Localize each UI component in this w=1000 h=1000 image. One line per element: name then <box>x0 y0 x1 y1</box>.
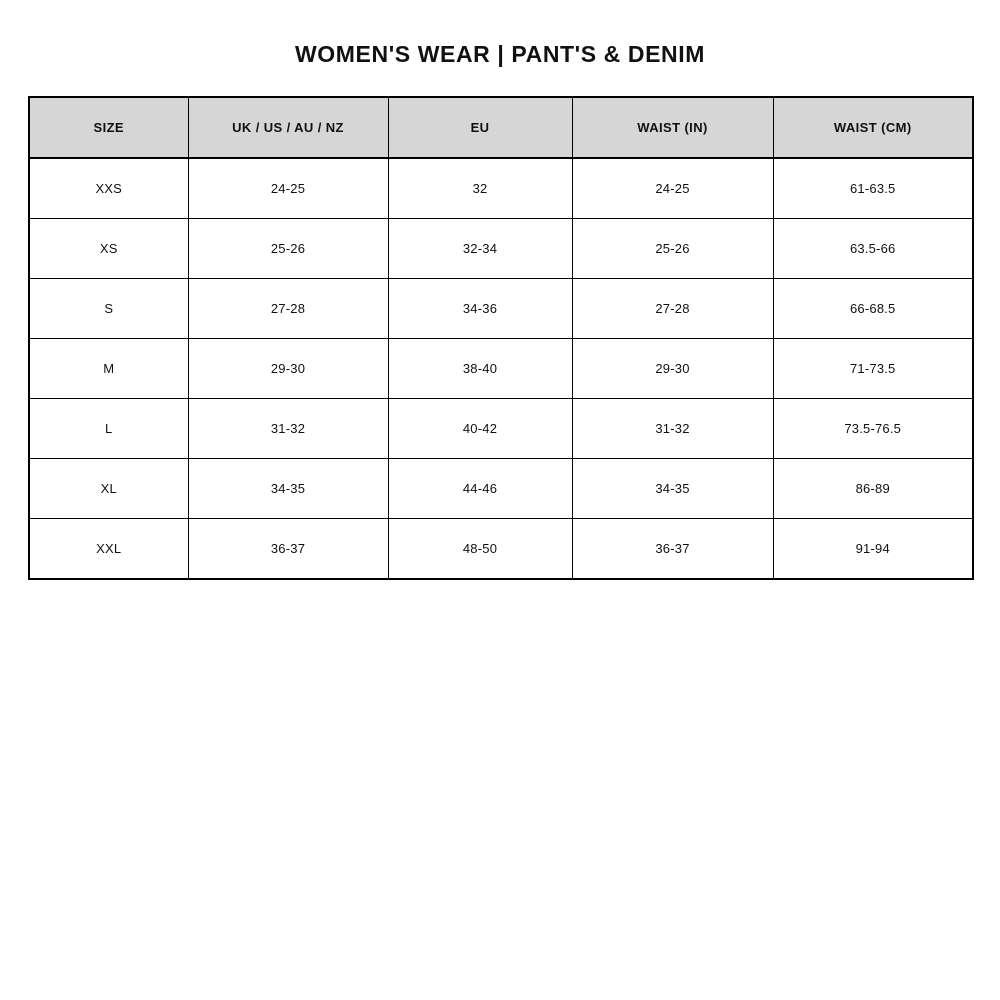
column-header-size: SIZE <box>29 97 188 158</box>
cell-eu: 38-40 <box>388 338 572 398</box>
table-row <box>29 518 973 579</box>
cell-waist-cm: 86-89 <box>773 458 973 518</box>
cell-waist-in: 36-37 <box>572 518 773 579</box>
table-row <box>29 218 973 278</box>
cell-eu: 44-46 <box>388 458 572 518</box>
cell-waist-in: 27-28 <box>572 278 773 338</box>
cell-waist-in: 24-25 <box>572 158 773 219</box>
cell-size: S <box>29 278 188 338</box>
cell-size: XXS <box>29 158 188 219</box>
table-row <box>29 158 973 219</box>
cell-eu: 48-50 <box>388 518 572 579</box>
cell-uk-us-au-nz: 25-26 <box>188 218 388 278</box>
column-header-uk-us-au-nz: UK / US / AU / NZ <box>188 97 388 158</box>
column-header-waist-cm: WAIST (CM) <box>773 97 973 158</box>
cell-uk-us-au-nz: 27-28 <box>188 278 388 338</box>
table-header <box>29 97 973 158</box>
cell-size: M <box>29 338 188 398</box>
cell-eu: 32-34 <box>388 218 572 278</box>
table-body <box>29 158 973 579</box>
cell-waist-in: 31-32 <box>572 398 773 458</box>
table-row <box>29 458 973 518</box>
cell-size: XS <box>29 218 188 278</box>
column-header-waist-in: WAIST (IN) <box>572 97 773 158</box>
cell-size: L <box>29 398 188 458</box>
cell-size: XL <box>29 458 188 518</box>
cell-uk-us-au-nz: 29-30 <box>188 338 388 398</box>
cell-eu: 40-42 <box>388 398 572 458</box>
cell-waist-cm: 63.5-66 <box>773 218 973 278</box>
cell-uk-us-au-nz: 24-25 <box>188 158 388 219</box>
table-row <box>29 278 973 338</box>
cell-waist-cm: 91-94 <box>773 518 973 579</box>
cell-waist-cm: 71-73.5 <box>773 338 973 398</box>
size-chart-table-wrapper <box>28 96 972 580</box>
cell-eu: 34-36 <box>388 278 572 338</box>
cell-waist-in: 25-26 <box>572 218 773 278</box>
cell-waist-cm: 61-63.5 <box>773 158 973 219</box>
size-chart-table <box>28 96 974 580</box>
cell-uk-us-au-nz: 34-35 <box>188 458 388 518</box>
table-row <box>29 398 973 458</box>
cell-size: XXL <box>29 518 188 579</box>
cell-uk-us-au-nz: 31-32 <box>188 398 388 458</box>
cell-waist-cm: 66-68.5 <box>773 278 973 338</box>
cell-waist-cm: 73.5-76.5 <box>773 398 973 458</box>
column-header-eu: EU <box>388 97 572 158</box>
cell-eu: 32 <box>388 158 572 219</box>
page-title: WOMEN'S WEAR | PANT'S & DENIM <box>294 41 705 67</box>
cell-waist-in: 34-35 <box>572 458 773 518</box>
table-row <box>29 338 973 398</box>
table-header-row <box>29 97 973 158</box>
cell-waist-in: 29-30 <box>572 338 773 398</box>
cell-uk-us-au-nz: 36-37 <box>188 518 388 579</box>
